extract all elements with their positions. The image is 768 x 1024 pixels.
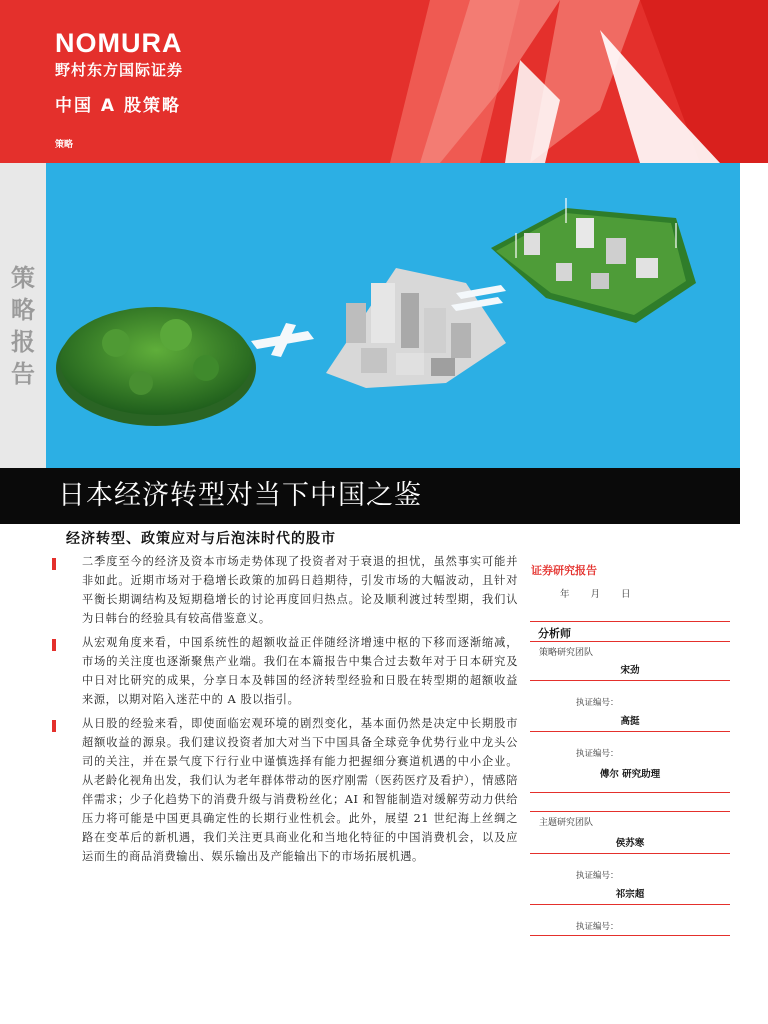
divider <box>530 680 730 681</box>
analyst-name: 宋劲 <box>620 665 640 676</box>
report-subtitle: 经济转型、政策应对与后泡沫时代的股市 <box>66 531 336 547</box>
certificate-number-label: 执证编号： <box>576 698 619 708</box>
analyst-name: 侯苏寒 <box>615 838 645 849</box>
analyst-name: 祁宗超 <box>615 889 645 900</box>
certificate-number-label: 执证编号： <box>576 749 619 759</box>
analyst-label: 分析师 <box>538 627 571 640</box>
plus-sign-icon <box>251 323 314 357</box>
divider <box>530 792 730 793</box>
divider <box>530 811 730 812</box>
divider <box>530 641 730 642</box>
side-tab-label: 策略报告 <box>11 263 35 388</box>
divider <box>530 731 730 732</box>
forest-island-icon <box>56 307 256 426</box>
company-name-cn: 野村东方国际证券 <box>55 61 184 79</box>
report-date: 年 月 日 <box>560 589 633 600</box>
report-series: 中国 A 股策略 <box>55 96 181 116</box>
report-category: 策略 <box>55 140 74 150</box>
report-type-label: 证券研究报告 <box>531 564 597 577</box>
body-paragraph: 二季度至今的经济及资本市场走势体现了投资者对于衰退的担忧，虽然事实可能并非如此。近期市场对于稳增长政策的加码日趋期待，引发市场的大幅波动，且针对平衡长期调结构及短期稳增长的讨论再度回归热点。论及顺利渡过转型期，我们认为日韩台的经验具有较高借鉴意义。 <box>82 555 518 625</box>
divider <box>530 904 730 905</box>
paragraph-bullet <box>52 720 56 732</box>
analyst-name: 高挺 <box>620 716 640 727</box>
paragraph-bullet <box>52 639 56 651</box>
divider <box>530 621 730 622</box>
report-title: 日本经济转型对当下中国之鉴 <box>58 480 422 511</box>
nomura-logo: NOMURA <box>55 28 183 58</box>
body-paragraph: 从宏观角度来看，中国系统性的超额收益正伴随经济增速中枢的下移而逐渐缩减，市场的关注度也逐渐聚焦产业端。我们在本篇报告中集合过去数年对于日本研究及中日对比研究的成果，分享日本及韩国的经济转型经验和日股在转型期的超额收益来源，以期对陷入迷茫中的 A 股以指引。 <box>82 636 518 706</box>
certificate-number-label: 执证编号： <box>576 922 619 932</box>
certificate-number-label: 执证编号： <box>576 871 619 881</box>
body-paragraph: 从日股的经验来看，即使面临宏观环境的剧烈变化，基本面仍然是决定中长期股市超额收益的源泉。我们建议投资者加大对当下中国具备全球竞争优势行业中龙头公司的关注，并在景气度下行行业中谨慎选择有能力把握细分赛道机遇的中小企业。从老龄化视角出发，我们认为老年群体带动的医疗刚需（医药医疗及看护），情感陪伴需求；少子化趋势下的消费升级与消费粉丝化；AI 和智能制造对缓解劳动力供给压力将可能是中国更具确定性的长期行业性机会。此外，展望 21 世纪海上丝绸之路在变革后的新机遇，我们关注更具商业化和当地化特征的中国消费机会，以及应运而生的商品消费输出、娱乐输出及产能输出下的市场拓展机遇。 <box>82 717 518 863</box>
team-name: 主题研究团队 <box>539 818 594 828</box>
divider <box>530 935 730 936</box>
green-city-island-icon <box>491 198 696 323</box>
city-island-icon <box>326 268 506 388</box>
header-stripes-graphic <box>0 0 768 163</box>
header-banner <box>0 0 768 163</box>
hero-illustration <box>46 163 740 468</box>
team-name: 策略研究团队 <box>539 648 594 658</box>
divider <box>530 853 730 854</box>
hero-image <box>46 163 740 468</box>
paragraph-bullet <box>52 558 56 570</box>
analyst-name: 傅尔 研究助理 <box>599 769 661 780</box>
